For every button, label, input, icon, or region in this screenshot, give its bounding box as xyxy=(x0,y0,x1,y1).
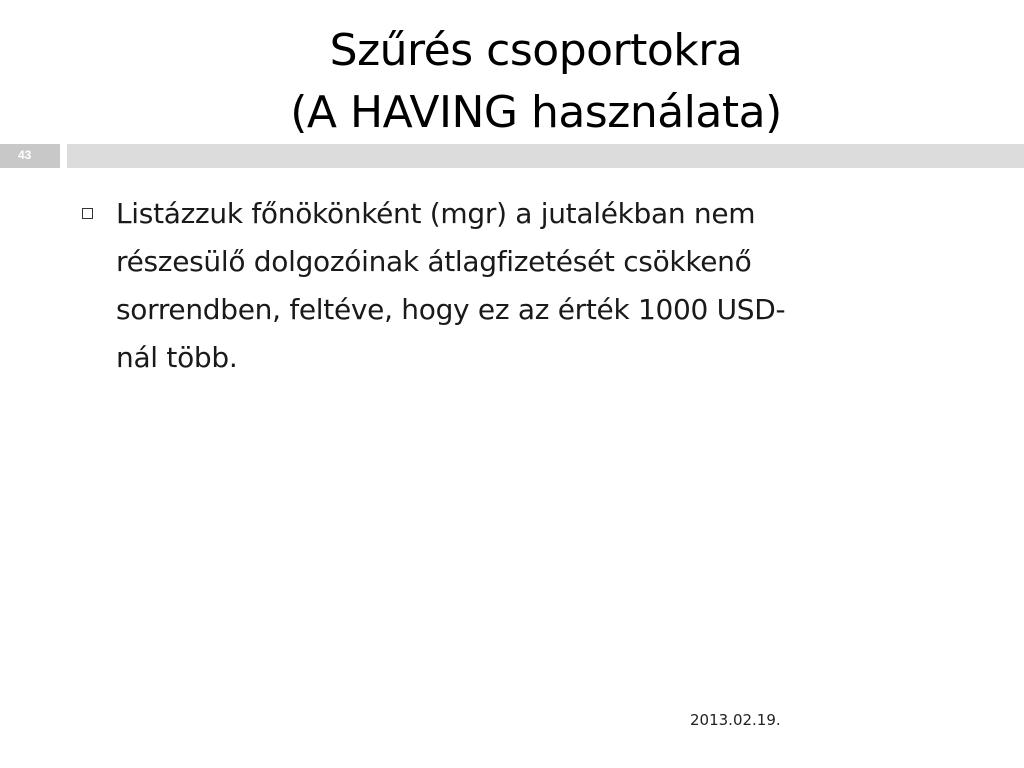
footer-date: 2013.02.19. xyxy=(690,711,781,729)
slide-title xyxy=(0,20,1024,144)
title-rule-bar xyxy=(67,144,1024,168)
slide-title-line-2: (A HAVING használata) xyxy=(290,87,782,138)
bullet-text-line: Listázzuk főnökönként (mgr) a jutalékban nem xyxy=(116,197,756,230)
hollow-square-bullet-icon xyxy=(82,208,93,219)
bullet-text-line: részesülő dolgozóinak átlagfizetését csökkenő xyxy=(116,245,752,278)
bullet-text-line: sorrendben, feltéve, hogy ez az érték 1000 USD- xyxy=(116,293,786,326)
bullet-text-line: nál több. xyxy=(116,341,238,374)
bullet-text xyxy=(116,190,946,382)
slide-title-line-1: Szűrés csoportokra xyxy=(329,25,743,76)
slide-number: 43 xyxy=(18,148,32,162)
slide-number-box xyxy=(0,144,60,168)
